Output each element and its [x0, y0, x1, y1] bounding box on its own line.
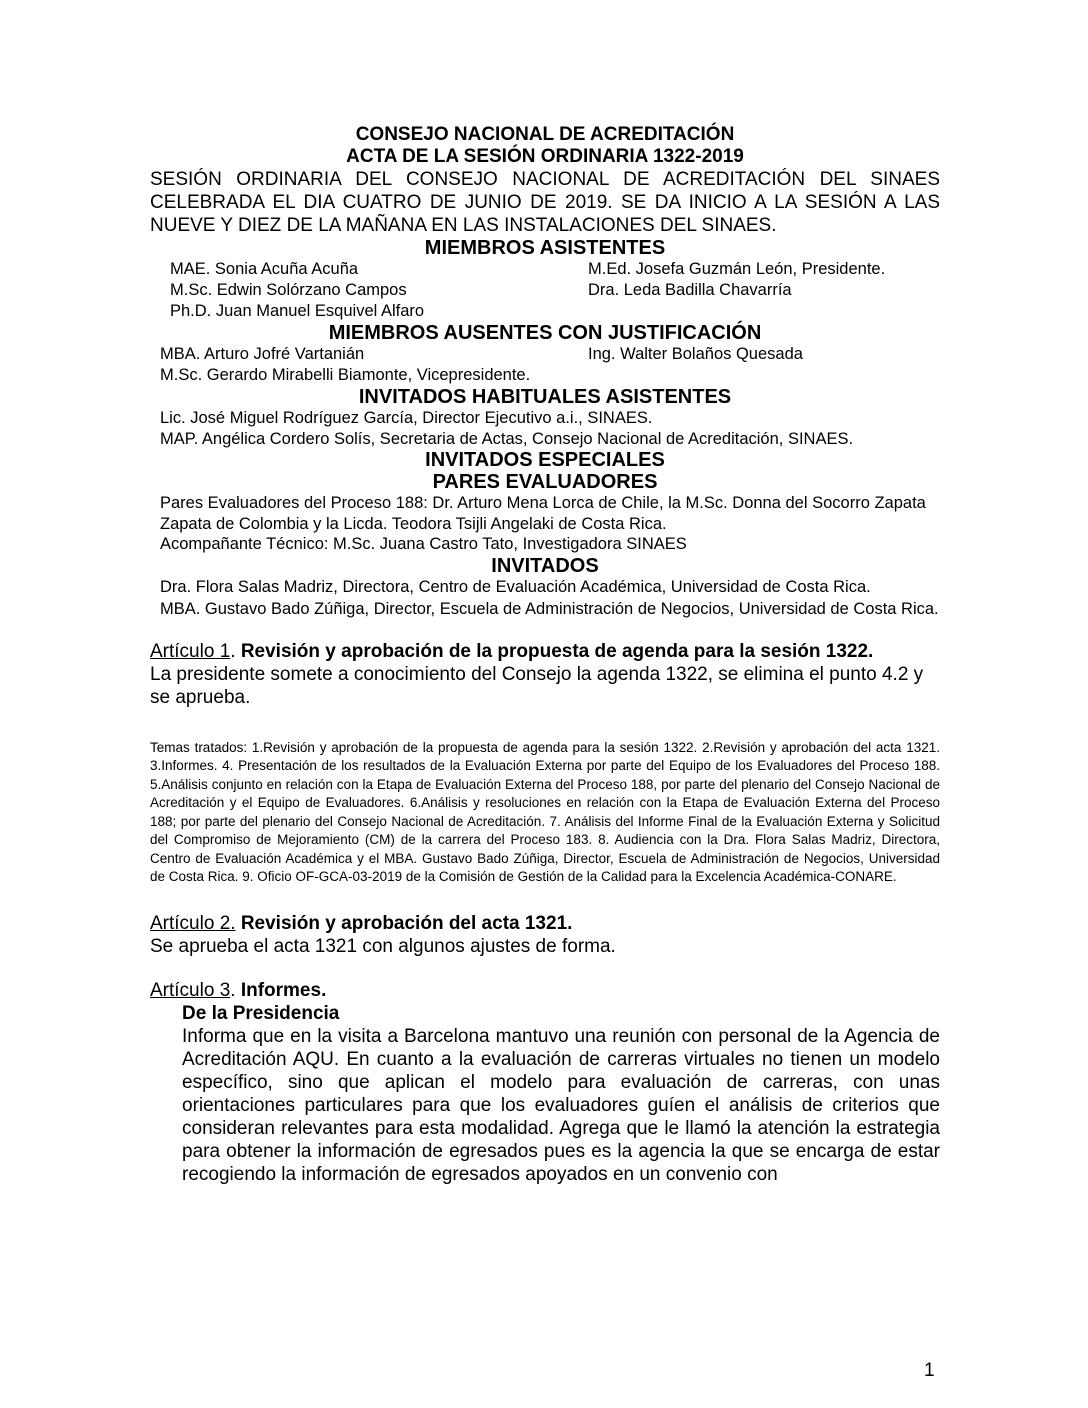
asistentes-row: [150, 301, 940, 322]
presidencia-text: Informa que en la visita a Barcelona mantuvo una reunión con personal de la Agencia de Acreditación AQU. En cuanto a la evaluación de carreras virtuales no tienen un modelo específico, sino que aplican el modelo para evaluación de carreras, con unas orientaciones particulares para que los evaluadores guíen el análisis de criterios que consideran relevantes para esta modalidad. Agrega que le llamó la atención la estrategia para obtener la información de egresados pues es la agencia la que se encarga de estar recogiendo la información de egresados apoyados en un convenio con: [182, 1025, 940, 1185]
heading-especiales: INVITADOS ESPECIALES: [425, 449, 665, 471]
title-council: CONSEJO NACIONAL DE ACREDITACIÓN: [355, 124, 735, 145]
ausente-name: M.Sc. Gerardo Mirabelli Biamonte, Vicepresidente.: [160, 366, 531, 384]
asistente-name: Dra. Leda Badilla Chavarría: [588, 281, 792, 299]
heading-pares: PARES EVALUADORES: [432, 471, 658, 493]
session-intro: SESIÓN ORDINARIA DEL CONSEJO NACIONAL DE ACREDITACIÓN DEL SINAES CELEBRADA EL DIA CUATRO DE JUNIO DE 2019. SE DA INICIO A LA SESIÓN A LAS NUEVE Y DIEZ DE LA MAÑANA EN LAS INSTALACIONES DEL SINAES.: [150, 169, 940, 236]
heading-habituales: INVITADOS HABITUALES ASISTENTES: [358, 386, 732, 408]
temas-tratados: Temas tratados: 1.Revisión y aprobación de la propuesta de agenda para la sesión 1322. 2.Revisión y aprobación del acta 1321. 3.Informes. 4. Presentación de los resultados de la Evaluación Externa por parte del Equipo de los Evaluadores del Proceso 188. 5.Análisis conjunto en relación con la Etapa de Evaluación Externa del Proceso 188, por parte del plenario del Consejo Nacional de Acreditación y el Equipo de Evaluadores. 6.Análisis y resoluciones en relación con la Etapa de Evaluación Externa del Proceso 188; por parte del plenario del Consejo Nacional de Acreditación. 7. Análisis del Informe Final de la Evaluación Externa y Solicitud del Compromiso de Mejoramiento (CM) de la carrera del Proceso 183. 8. Audiencia con la Dra. Flora Salas Madriz, Directora, Centro de Evaluación Académica y el MBA. Gustavo Bado Zúñiga, Director, Escuela de Administración de Negocios, Universidad de Costa Rica. 9. Oficio OF-GCA-03-2019 de la Comisión de Gestión de la Calidad para la Excelencia Académica-CONARE.: [150, 739, 940, 884]
ausentes-row: [150, 365, 940, 386]
ausente-name: Ing. Walter Bolaños Quesada: [588, 345, 803, 363]
articulo-1-text: La presidente somete a conocimiento del Consejo la agenda 1322, se elimina el punto 4.2 y se aprueba.: [150, 663, 924, 708]
heading-ausentes: MIEMBROS AUSENTES CON JUSTIFICACIÓN: [328, 322, 762, 344]
articulo-1-heading: [150, 640, 940, 663]
asistente-name: MAE. Sonia Acuña Acuña: [170, 260, 359, 278]
habitual-line: Lic. José Miguel Rodríguez García, Director Ejecutivo a.i., SINAES.: [160, 409, 653, 427]
articulo-2-text: Se aprueba el acta 1321 con algunos ajustes de forma.: [150, 935, 616, 957]
ausentes-row: [150, 344, 940, 365]
acompanante-text: Acompañante Técnico: M.Sc. Juana Castro Tato, Investigadora SINAES: [160, 535, 687, 553]
document-page: [150, 124, 940, 1186]
articulo-title: Revisión y aprobación de la propuesta de agenda para la sesión 1322.: [240, 640, 874, 662]
articulo-sep: .: [230, 640, 241, 662]
heading-invitados: INVITADOS: [491, 554, 599, 577]
asistente-name: Ph.D. Juan Manuel Esquivel Alfaro: [170, 302, 425, 320]
articulo-title: Revisión y aprobación del acta 1321.: [240, 912, 573, 934]
heading-asistentes: MIEMBROS ASISTENTES: [424, 237, 666, 259]
articulo-sep: .: [230, 979, 241, 1001]
title-session: ACTA DE LA SESIÓN ORDINARIA 1322-2019: [346, 146, 744, 167]
asistente-name: M.Ed. Josefa Guzmán León, Presidente.: [588, 260, 886, 278]
habitual-line: MAP. Angélica Cordero Solís, Secretaria de Actas, Consejo Nacional de Acreditación, SINAES.: [160, 429, 854, 448]
articulo-2-heading: [150, 912, 940, 935]
ausente-name: MBA. Arturo Jofré Vartanián: [160, 345, 365, 363]
presidencia-subheading: De la Presidencia: [182, 1002, 340, 1024]
invitado-text: MBA. Gustavo Bado Zúñiga, Director, Escuela de Administración de Negocios, Universidad de Costa Rica.: [160, 600, 939, 618]
articulo-title: Informes.: [240, 979, 327, 1001]
asistentes-row: [150, 280, 940, 301]
invitado-text: Dra. Flora Salas Madriz, Directora, Centro de Evaluación Académica, Universidad de Costa Rica.: [160, 577, 871, 596]
pares-text: Pares Evaluadores del Proceso 188: Dr. Arturo Mena Lorca de Chile, la M.Sc. Donna del Socorro Zapata Zapata de Colombia y la Licda. Teodora Tsijli Angelaki de Costa Rica.: [160, 494, 926, 533]
asistente-name: M.Sc. Edwin Solórzano Campos: [170, 281, 407, 299]
asistentes-row: [150, 259, 940, 280]
articulo-label: Artículo 1: [150, 640, 231, 662]
articulo-label: Artículo 2.: [150, 912, 236, 934]
page-number: 1: [924, 1360, 935, 1381]
articulo-3-heading: [150, 979, 940, 1002]
articulo-label: Artículo 3: [150, 979, 231, 1001]
